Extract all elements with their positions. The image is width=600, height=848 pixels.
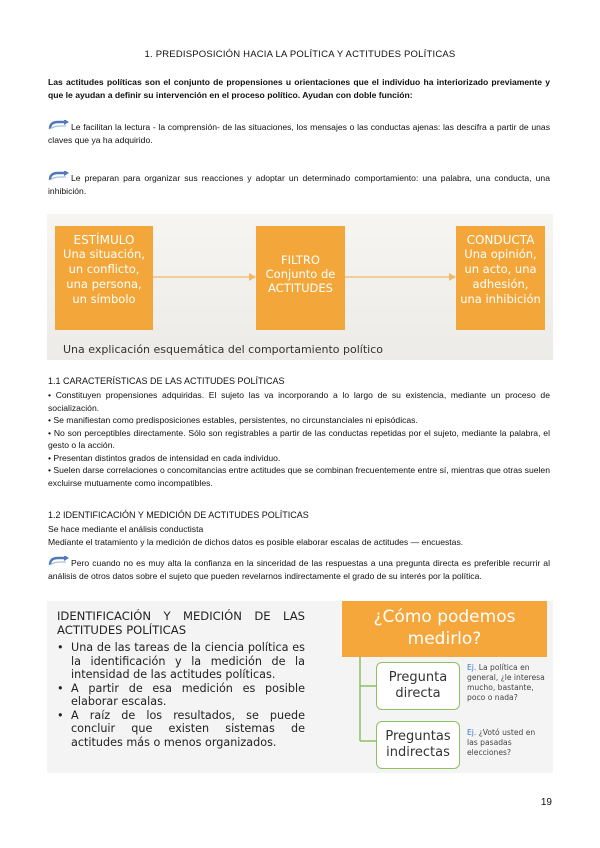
direct-question-box: Pregunta directa [376,662,460,710]
section-1-2-note [48,556,550,583]
direct-example-label: Ej. [467,663,477,672]
intro-paragraph: Las actitudes políticas son el conjunto de propensiones u orientaciones que el individuo ha interiorizado previamente y que le ayudan a definir su intervención en el proceso político. Ayudan con doble función: [48,77,550,100]
slide-bullet [57,681,305,709]
direct-example [467,663,547,703]
function-text-2: Le preparan para organizar sus reacciones y adoptar un determinado comportamiento: una palabra, una conducta, una inhibición. [48,173,550,196]
slide-heading: IDENTIFICACIÓN Y MEDICIÓN DE LAS ACTITUDES POLÍTICAS [57,609,305,637]
bullet-icon: • [57,708,64,722]
characteristic-item: • Constituyen propensiones adquiridas. El sujeto las va incorporando a lo largo de su existencia, mediante un proceso de socialización. [48,390,550,413]
conduct-head: CONDUCTA [466,233,535,247]
filter-box [256,226,345,330]
diagram-caption: Una explicación esquemática del comportamiento político [63,343,383,356]
section-1-2-line: Mediante el tratamiento y la medición de dichos datos es posible elaborar escalas de actitudes — encuestas. [48,537,464,547]
function-item-2 [48,171,550,198]
how-to-measure-box: ¿Cómo podemos medirlo? [342,601,547,657]
slide-bullet-text: Una de las tareas de la ciencia política es la identificación y la medición de la intensidad de las actitudes políticas. [71,641,305,681]
characteristics-list [48,389,550,489]
slide-bullet [57,641,305,682]
conduct-box [456,226,545,330]
slide-bullet [57,708,305,750]
filter-body: Conjunto de ACTITUDES [265,267,336,295]
connector-lines [347,657,377,773]
function-text-1: Le facilitan la lectura - la comprensión- de las situaciones, los mensajes o las conductas ajenas: las descifra a partir de unas claves que ya ha adquirido. [48,122,550,145]
characteristic-item: • Presentan distintos grados de intensidad en cada individuo. [48,452,281,463]
stimulus-box [55,226,153,330]
stimulus-body: Una situación, un conflicto, una persona, un símbolo [63,247,145,306]
slide-bullet-text: A raíz de los resultados, se puede concluir que existen sistemas de actitudes más o menos organizados. [71,708,305,749]
slide-bullet-text: A partir de esa medición es posible elaborar escalas. [71,681,305,708]
indirect-question-box: Preguntas indirectas [376,721,460,769]
arrow-filter-conduct [345,272,456,282]
conduct-body: Una opinión, un acto, una adhesión, una inhibición [460,247,541,306]
direct-example-text: La política en general, ¿le interesa mucho, bastante, poco o nada? [467,663,545,702]
curved-arrow-icon [48,556,70,568]
characteristic-item: • Suelen darse correlaciones o concomitancias entre actitudes que se combinan frecuentemente entre sí, mientras que otras suelen excluirse mutuamente como incompatibles. [48,465,550,488]
page-title: 1. PREDISPOSICIÓN HACIA LA POLÍTICA Y ACTITUDES POLÍTICAS [144,49,456,60]
note-text: Pero cuando no es muy alta la confianza en la sinceridad de las respuestas a una pregunta directa es preferible recurrir al análisis de otros datos sobre el sujeto que pueden revelarnos indirectamente el grado de su interés por la política. [48,558,550,581]
slide-text-column [57,609,305,749]
characteristic-item: • Se manifiestan como predisposiciones estables, persistentes, no circunstanciales ni episódicas. [48,415,418,425]
section-1-1-heading: 1.1 CARACTERÍSTICAS DE LAS ACTITUDES POLÍTICAS [48,376,285,386]
behavior-diagram [47,214,553,360]
indirect-example-label: Ej. [467,728,477,737]
function-item-1 [48,120,550,147]
stimulus-head: ESTÍMULO [73,233,135,247]
bullet-icon: • [57,681,64,695]
indirect-example [467,728,547,758]
bullet-icon: • [57,641,64,654]
filter-head: FILTRO [281,253,320,267]
slide-bullets [57,641,305,749]
section-1-2-subheading: Se hace mediante el análisis conductista [48,524,204,534]
indirect-example-text: ¿Votó usted en las pasadas elecciones? [467,728,536,757]
arrow-stimulus-filter [153,272,256,282]
curved-arrow-icon [48,120,70,132]
curved-arrow-icon [48,171,70,183]
measurement-slide [47,601,553,773]
characteristic-item: • No son perceptibles directamente. Sólo son registrables a partir de las conductas repetidas por el sujeto, mediante la palabra, el gesto o la acción. [48,427,550,450]
section-1-2-heading: 1.2 IDENTIFICACIÓN Y MEDICIÓN DE ACTITUDES POLÍTICAS [48,510,309,520]
page-number: 19 [540,797,552,808]
